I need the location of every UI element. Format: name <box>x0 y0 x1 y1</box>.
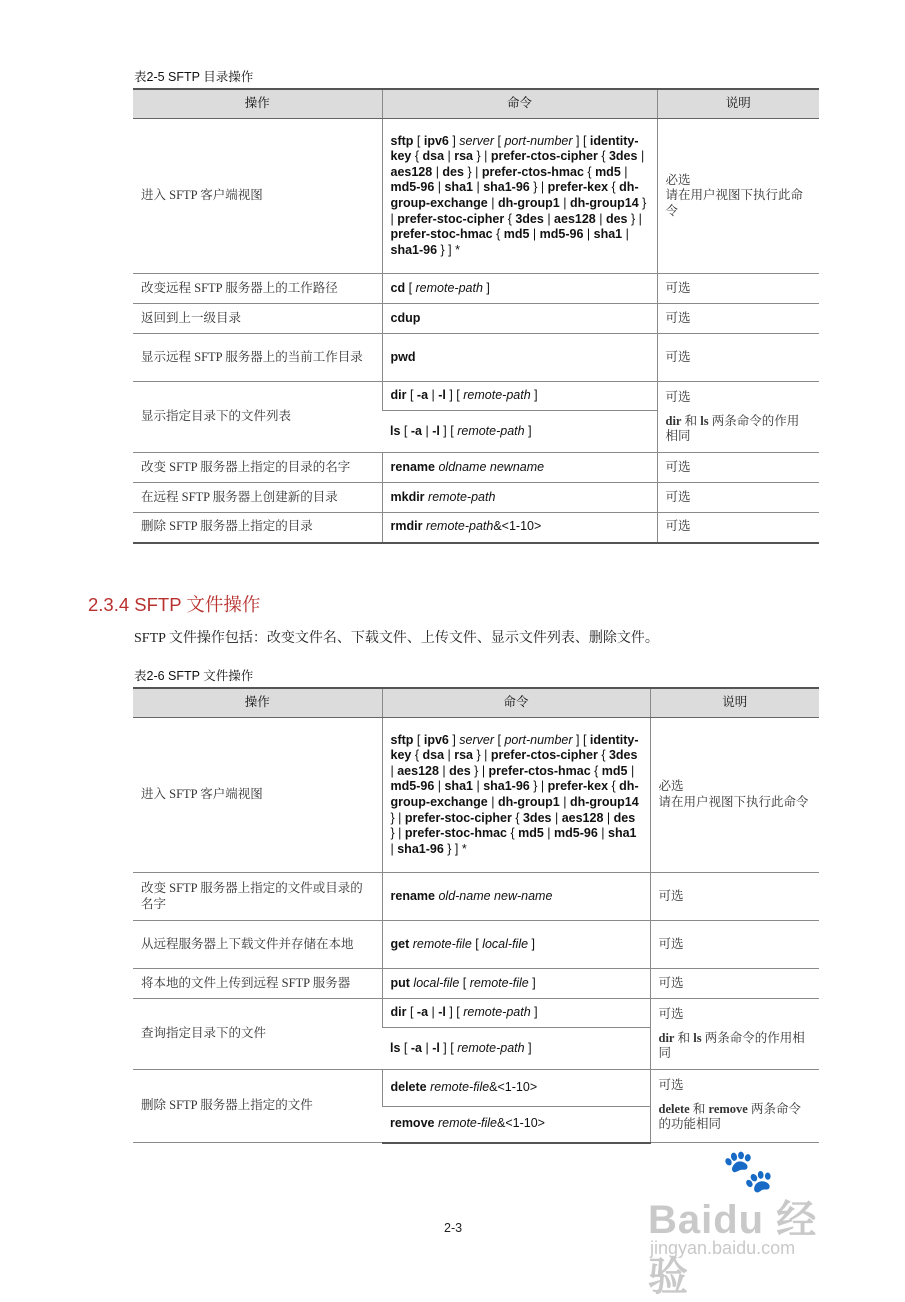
command-argument: remote-file <box>430 1080 490 1095</box>
command-cell <box>382 1070 650 1107</box>
command-argument: remote-path <box>457 423 525 438</box>
description-cell: 可选 <box>657 483 819 513</box>
command-keyword: remove <box>708 1101 748 1116</box>
command-keyword: pwd <box>390 349 416 364</box>
command-keyword: aes128 <box>390 164 433 179</box>
col-header-description: 说明 <box>657 89 819 119</box>
command-keyword: md5-96 <box>390 180 435 195</box>
description-cell: 可选 <box>657 304 819 334</box>
table-row <box>133 119 819 274</box>
command-syntax: | <box>472 180 484 195</box>
command-syntax: } | <box>529 180 548 195</box>
command-syntax: | <box>529 227 540 242</box>
command-syntax: | <box>487 795 498 809</box>
command-keyword: sha1 <box>593 227 623 242</box>
command-syntax: } | <box>390 810 405 825</box>
command-syntax: ] <box>528 975 536 990</box>
command-syntax: { <box>608 779 620 794</box>
command-syntax: 和 <box>681 413 701 428</box>
command-keyword: sha1 <box>444 779 473 794</box>
watermark-url: jingyan.baidu.com <box>650 1238 796 1258</box>
operation-cell: 从远程服务器上下载文件并存储在本地 <box>133 921 382 969</box>
description-line: 可选 <box>658 1007 684 1021</box>
command-keyword: dh-group14 <box>569 795 639 809</box>
description-cell <box>650 1070 819 1143</box>
command-keyword: dh-group1 <box>497 196 560 210</box>
command-keyword: prefer-ctos-cipher <box>490 748 598 763</box>
command-syntax: { <box>608 180 620 195</box>
command-syntax: | <box>432 164 443 179</box>
command-argument: local-file <box>413 975 460 990</box>
paw-icon: 🐾 <box>722 1147 775 1194</box>
command-syntax: ] <box>448 133 460 148</box>
description-cell: 可选 <box>657 513 819 543</box>
table-row <box>133 334 819 382</box>
command-cell <box>382 119 657 274</box>
command-keyword: prefer-stoc-hmac <box>404 826 507 841</box>
command-cell <box>382 453 657 483</box>
command-keyword: -a <box>416 1005 429 1020</box>
description-cell: 可选 <box>657 334 819 382</box>
command-syntax: { <box>507 826 519 841</box>
command-syntax: | <box>597 826 609 841</box>
table-row <box>133 1070 819 1107</box>
command-syntax: ] [ <box>572 133 590 148</box>
command-argument: remote-file <box>469 975 529 990</box>
command-syntax: &<1-10> <box>489 1080 538 1095</box>
command-syntax: [ <box>494 133 505 148</box>
command-keyword: dh-group-exchange <box>390 779 639 809</box>
command-keyword: delete <box>390 1080 427 1095</box>
description-cell: 可选 <box>650 969 819 999</box>
command-keyword: aes128 <box>397 763 439 778</box>
table-row <box>133 453 819 483</box>
command-syntax: | <box>583 227 594 242</box>
table-row <box>133 382 819 411</box>
command-syntax: ] <box>524 1040 532 1055</box>
command-syntax: } | <box>627 211 642 226</box>
operation-cell: 改变 SFTP 服务器上指定的目录的名字 <box>133 453 382 483</box>
command-syntax: | <box>559 795 570 809</box>
col-header-command: 命令 <box>382 688 650 718</box>
command-syntax: [ <box>400 1040 411 1055</box>
command-syntax: [ <box>406 388 417 403</box>
command-syntax: { <box>492 227 504 242</box>
command-keyword: dh-group1 <box>497 795 560 809</box>
command-syntax: | <box>627 763 635 778</box>
command-keyword: md5 <box>595 164 621 179</box>
command-syntax: | <box>434 180 445 195</box>
command-keyword: -a <box>416 388 429 403</box>
command-keyword: cd <box>390 280 406 295</box>
command-keyword: md5-96 <box>390 779 435 794</box>
command-keyword: prefer-stoc-cipher <box>404 810 512 825</box>
command-keyword: sha1-96 <box>390 242 438 257</box>
command-argument: remote-file <box>412 936 472 951</box>
command-keyword: ls <box>693 1030 702 1045</box>
command-keyword: remove <box>390 1116 435 1131</box>
command-syntax: } | <box>473 149 491 164</box>
command-keyword: dir <box>665 413 682 428</box>
description-shared-note <box>666 414 812 445</box>
command-keyword: sha1-96 <box>397 841 444 856</box>
command-syntax: | <box>551 810 562 825</box>
command-syntax: { <box>504 211 516 226</box>
command-syntax: | <box>421 423 433 438</box>
description-cell: 可选 <box>650 921 819 969</box>
table2-header-row <box>133 688 819 718</box>
command-syntax: ] <box>530 1005 538 1020</box>
command-keyword: sha1-96 <box>483 779 530 794</box>
command-syntax: 两条命令的作用相同 <box>665 413 800 444</box>
command-keyword: sha1-96 <box>483 180 530 195</box>
command-syntax: [ <box>405 280 416 295</box>
command-syntax: | <box>622 227 629 242</box>
operation-cell: 在远程 SFTP 服务器上创建新的目录 <box>133 483 382 513</box>
command-keyword: -l <box>438 388 446 403</box>
operation-cell: 改变远程 SFTP 服务器上的工作路径 <box>133 274 382 304</box>
command-syntax: | <box>595 211 606 226</box>
command-keyword: sftp <box>390 133 414 148</box>
command-keyword: prefer-stoc-hmac <box>390 227 493 242</box>
description-shared-note <box>659 1031 812 1062</box>
command-syntax: [ <box>471 936 483 951</box>
operation-cell: 改变 SFTP 服务器上指定的文件或目录的名字 <box>133 873 382 921</box>
command-keyword: des <box>442 164 464 179</box>
command-cell <box>382 304 657 334</box>
command-keyword: rename <box>390 888 435 903</box>
command-keyword: -l <box>432 1040 440 1055</box>
command-keyword: identity-key <box>390 133 639 164</box>
command-keyword: rename <box>390 459 435 474</box>
command-syntax: | <box>444 748 455 763</box>
operation-cell: 查询指定目录下的文件 <box>133 999 382 1070</box>
command-keyword: dir <box>390 388 407 403</box>
command-keyword: des <box>449 763 471 778</box>
command-cell <box>382 334 657 382</box>
command-syntax: ] <box>524 423 532 438</box>
command-syntax: | <box>472 779 484 794</box>
description-cell <box>657 119 819 274</box>
command-argument: port-number <box>504 732 573 747</box>
command-cell <box>382 873 650 921</box>
description-cell <box>650 718 819 873</box>
command-syntax: | <box>559 196 570 210</box>
command-argument: server <box>459 732 495 747</box>
command-keyword: cdup <box>390 310 421 325</box>
command-syntax: } | <box>529 779 548 794</box>
command-keyword: ls <box>700 413 709 428</box>
command-keyword: 3des <box>522 810 552 825</box>
command-syntax: 两条命令的功能相同 <box>658 1101 801 1132</box>
command-keyword: md5 <box>503 227 530 242</box>
col-header-command: 命令 <box>382 89 657 119</box>
command-syntax: | <box>421 1040 433 1055</box>
command-keyword: aes128 <box>554 211 596 226</box>
command-argument: local-file <box>482 936 529 951</box>
command-keyword: prefer-ctos-cipher <box>490 149 598 164</box>
command-syntax: ] <box>530 388 538 403</box>
description-line: 可选 <box>665 390 691 404</box>
command-cell <box>382 1107 650 1143</box>
command-syntax: { <box>583 164 596 179</box>
command-syntax: [ <box>459 975 470 990</box>
command-syntax: ] <box>528 936 536 951</box>
command-keyword: dsa <box>422 748 445 763</box>
table-row <box>133 304 819 334</box>
command-keyword: delete <box>658 1101 690 1116</box>
command-argument: server <box>459 133 495 148</box>
command-syntax: [ <box>400 423 411 438</box>
command-keyword: rsa <box>454 748 474 763</box>
command-cell <box>382 969 650 999</box>
command-cell <box>382 411 657 453</box>
command-argument: old-name new-name <box>438 888 553 903</box>
command-syntax: [ <box>413 133 424 148</box>
command-syntax: | <box>428 1005 439 1020</box>
table-row <box>133 483 819 513</box>
description-shared-note <box>659 1102 812 1133</box>
command-argument: remote-path <box>425 519 494 534</box>
page-number: 2-3 <box>444 1221 463 1235</box>
command-keyword: dsa <box>422 149 445 164</box>
command-cell <box>382 382 657 411</box>
command-syntax: } | <box>473 748 491 763</box>
operation-cell: 显示指定目录下的文件列表 <box>133 382 382 453</box>
command-keyword: dh-group-exchange <box>390 180 639 210</box>
description-cell <box>657 382 819 453</box>
command-syntax: | <box>444 149 455 164</box>
command-syntax: ] [ <box>445 388 464 403</box>
command-syntax: ] [ <box>572 732 590 747</box>
operation-cell: 返回到上一级目录 <box>133 304 382 334</box>
command-syntax: &<1-10> <box>497 1116 545 1131</box>
command-keyword: mkdir <box>390 489 425 504</box>
table2-caption: 表2-6 SFTP 文件操作 <box>134 669 254 683</box>
command-syntax: { <box>597 149 609 164</box>
command-syntax: 和 <box>689 1101 709 1116</box>
description-line: 可选 <box>658 1078 684 1092</box>
command-syntax: | <box>543 211 555 226</box>
command-syntax: [ <box>406 1005 417 1020</box>
command-cell <box>382 513 657 543</box>
command-argument: oldname newname <box>438 459 545 474</box>
command-keyword: md5-96 <box>554 826 598 841</box>
command-keyword: sha1 <box>608 826 637 841</box>
command-syntax: | <box>434 779 445 794</box>
command-keyword: 3des <box>608 748 638 763</box>
command-syntax: | <box>390 763 398 778</box>
command-keyword: ls <box>390 423 401 438</box>
description-cell <box>650 999 819 1070</box>
command-argument: remote-path <box>457 1040 525 1055</box>
command-keyword: dir <box>390 1005 407 1020</box>
command-syntax: } | <box>390 196 647 226</box>
command-keyword: put <box>390 975 410 990</box>
table-row <box>133 999 819 1028</box>
command-syntax: ] [ <box>439 423 458 438</box>
command-syntax: 两条命令的作用相同 <box>658 1030 805 1061</box>
command-syntax: | <box>390 841 398 856</box>
col-header-operation: 操作 <box>133 688 382 718</box>
command-keyword: ls <box>390 1040 401 1055</box>
command-syntax: | <box>603 810 614 825</box>
command-syntax: &<1-10> <box>493 519 542 534</box>
command-keyword: des <box>605 211 628 226</box>
table1-caption: 表2-5 SFTP 目录操作 <box>134 70 254 84</box>
command-cell <box>382 718 650 873</box>
command-syntax: | <box>487 196 498 210</box>
command-argument: remote-path <box>428 489 496 504</box>
command-argument: remote-file <box>437 1116 498 1131</box>
command-cell <box>382 921 650 969</box>
command-keyword: md5-96 <box>539 227 584 242</box>
table-row <box>133 513 819 543</box>
command-keyword: -l <box>438 1005 446 1020</box>
command-syntax: | <box>438 763 450 778</box>
command-syntax: } ] * <box>443 841 467 856</box>
command-argument: remote-path <box>463 1005 531 1020</box>
operation-cell: 删除 SFTP 服务器上指定的文件 <box>133 1070 382 1143</box>
description-line: 必选 <box>665 172 691 187</box>
section-heading: 2.3.4 SFTP 文件操作 <box>88 594 261 615</box>
command-keyword: prefer-stoc-cipher <box>397 211 505 226</box>
command-syntax: ] [ <box>439 1040 458 1055</box>
command-cell <box>382 1028 650 1070</box>
command-keyword: -l <box>432 423 440 438</box>
command-keyword: rmdir <box>390 519 423 534</box>
command-keyword: identity-key <box>390 732 639 763</box>
description-line: 请在用户视图下执行此命令 <box>665 188 804 218</box>
command-keyword: 3des <box>515 211 544 226</box>
command-keyword: -a <box>410 1040 422 1055</box>
table-row <box>133 718 819 873</box>
command-syntax: { <box>511 810 523 825</box>
command-argument: remote-path <box>463 388 531 403</box>
operation-cell: 进入 SFTP 客户端视图 <box>133 119 382 274</box>
command-keyword: aes128 <box>561 810 604 825</box>
table-row <box>133 921 819 969</box>
command-keyword: get <box>390 936 410 951</box>
command-keyword: rsa <box>454 149 474 164</box>
operation-cell: 将本地的文件上传到远程 SFTP 服务器 <box>133 969 382 999</box>
command-syntax: } | <box>463 164 482 179</box>
table-row <box>133 873 819 921</box>
command-keyword: ipv6 <box>423 133 449 148</box>
table-row <box>133 969 819 999</box>
description-line: 必选 <box>658 779 684 794</box>
command-keyword: dh-group14 <box>569 196 639 210</box>
watermark-brand: Baidu 经验 <box>648 1198 818 1299</box>
command-keyword: md5 <box>601 763 628 778</box>
command-syntax: 和 <box>674 1030 694 1045</box>
description-cell: 可选 <box>657 274 819 304</box>
command-syntax: } | <box>390 826 405 841</box>
description-cell: 可选 <box>650 873 819 921</box>
operation-cell: 进入 SFTP 客户端视图 <box>133 718 382 873</box>
command-cell <box>382 274 657 304</box>
command-keyword: prefer-ctos-hmac <box>481 164 584 179</box>
command-syntax: { <box>411 149 423 164</box>
command-syntax: | <box>620 164 628 179</box>
command-cell <box>382 483 657 513</box>
command-cell <box>382 999 650 1028</box>
command-syntax: { <box>411 748 423 763</box>
command-keyword: md5 <box>518 826 544 841</box>
command-keyword: sha1 <box>444 180 473 195</box>
operation-cell: 删除 SFTP 服务器上指定的目录 <box>133 513 382 543</box>
description-line: 请在用户视图下执行此命令 <box>658 795 809 809</box>
command-syntax: ] <box>482 280 490 295</box>
watermark <box>648 1147 858 1299</box>
table1 <box>133 88 819 544</box>
command-keyword: prefer-kex <box>547 180 609 195</box>
description-cell: 可选 <box>657 453 819 483</box>
col-header-description: 说明 <box>650 688 819 718</box>
command-syntax: } ] * <box>437 242 460 257</box>
command-keyword: 3des <box>608 149 638 164</box>
command-syntax: ] <box>448 732 460 747</box>
command-syntax: } | <box>470 763 489 778</box>
command-syntax: | <box>428 388 439 403</box>
table-row <box>133 274 819 304</box>
command-keyword: prefer-kex <box>547 779 609 794</box>
command-keyword: des <box>613 810 636 825</box>
command-syntax: { <box>590 763 602 778</box>
command-argument: port-number <box>504 133 573 148</box>
command-syntax: [ <box>413 732 424 747</box>
command-keyword: ipv6 <box>423 732 449 747</box>
command-argument: remote-path <box>415 280 483 295</box>
command-keyword: prefer-ctos-hmac <box>488 763 591 778</box>
command-keyword: -a <box>410 423 422 438</box>
section-intro: SFTP 文件操作包括：改变文件名、下载文件、上传文件、显示文件列表、删除文件。 <box>134 631 659 646</box>
command-keyword: dir <box>658 1030 675 1045</box>
command-keyword: sftp <box>390 732 414 747</box>
command-syntax: | <box>543 826 555 841</box>
command-syntax: | <box>637 149 645 164</box>
command-syntax: ] [ <box>445 1005 464 1020</box>
operation-cell: 显示远程 SFTP 服务器上的当前工作目录 <box>133 334 382 382</box>
command-syntax: { <box>597 748 609 763</box>
col-header-operation: 操作 <box>133 89 382 119</box>
command-syntax: [ <box>494 732 505 747</box>
table2 <box>133 687 819 1144</box>
table1-header-row <box>133 89 819 119</box>
